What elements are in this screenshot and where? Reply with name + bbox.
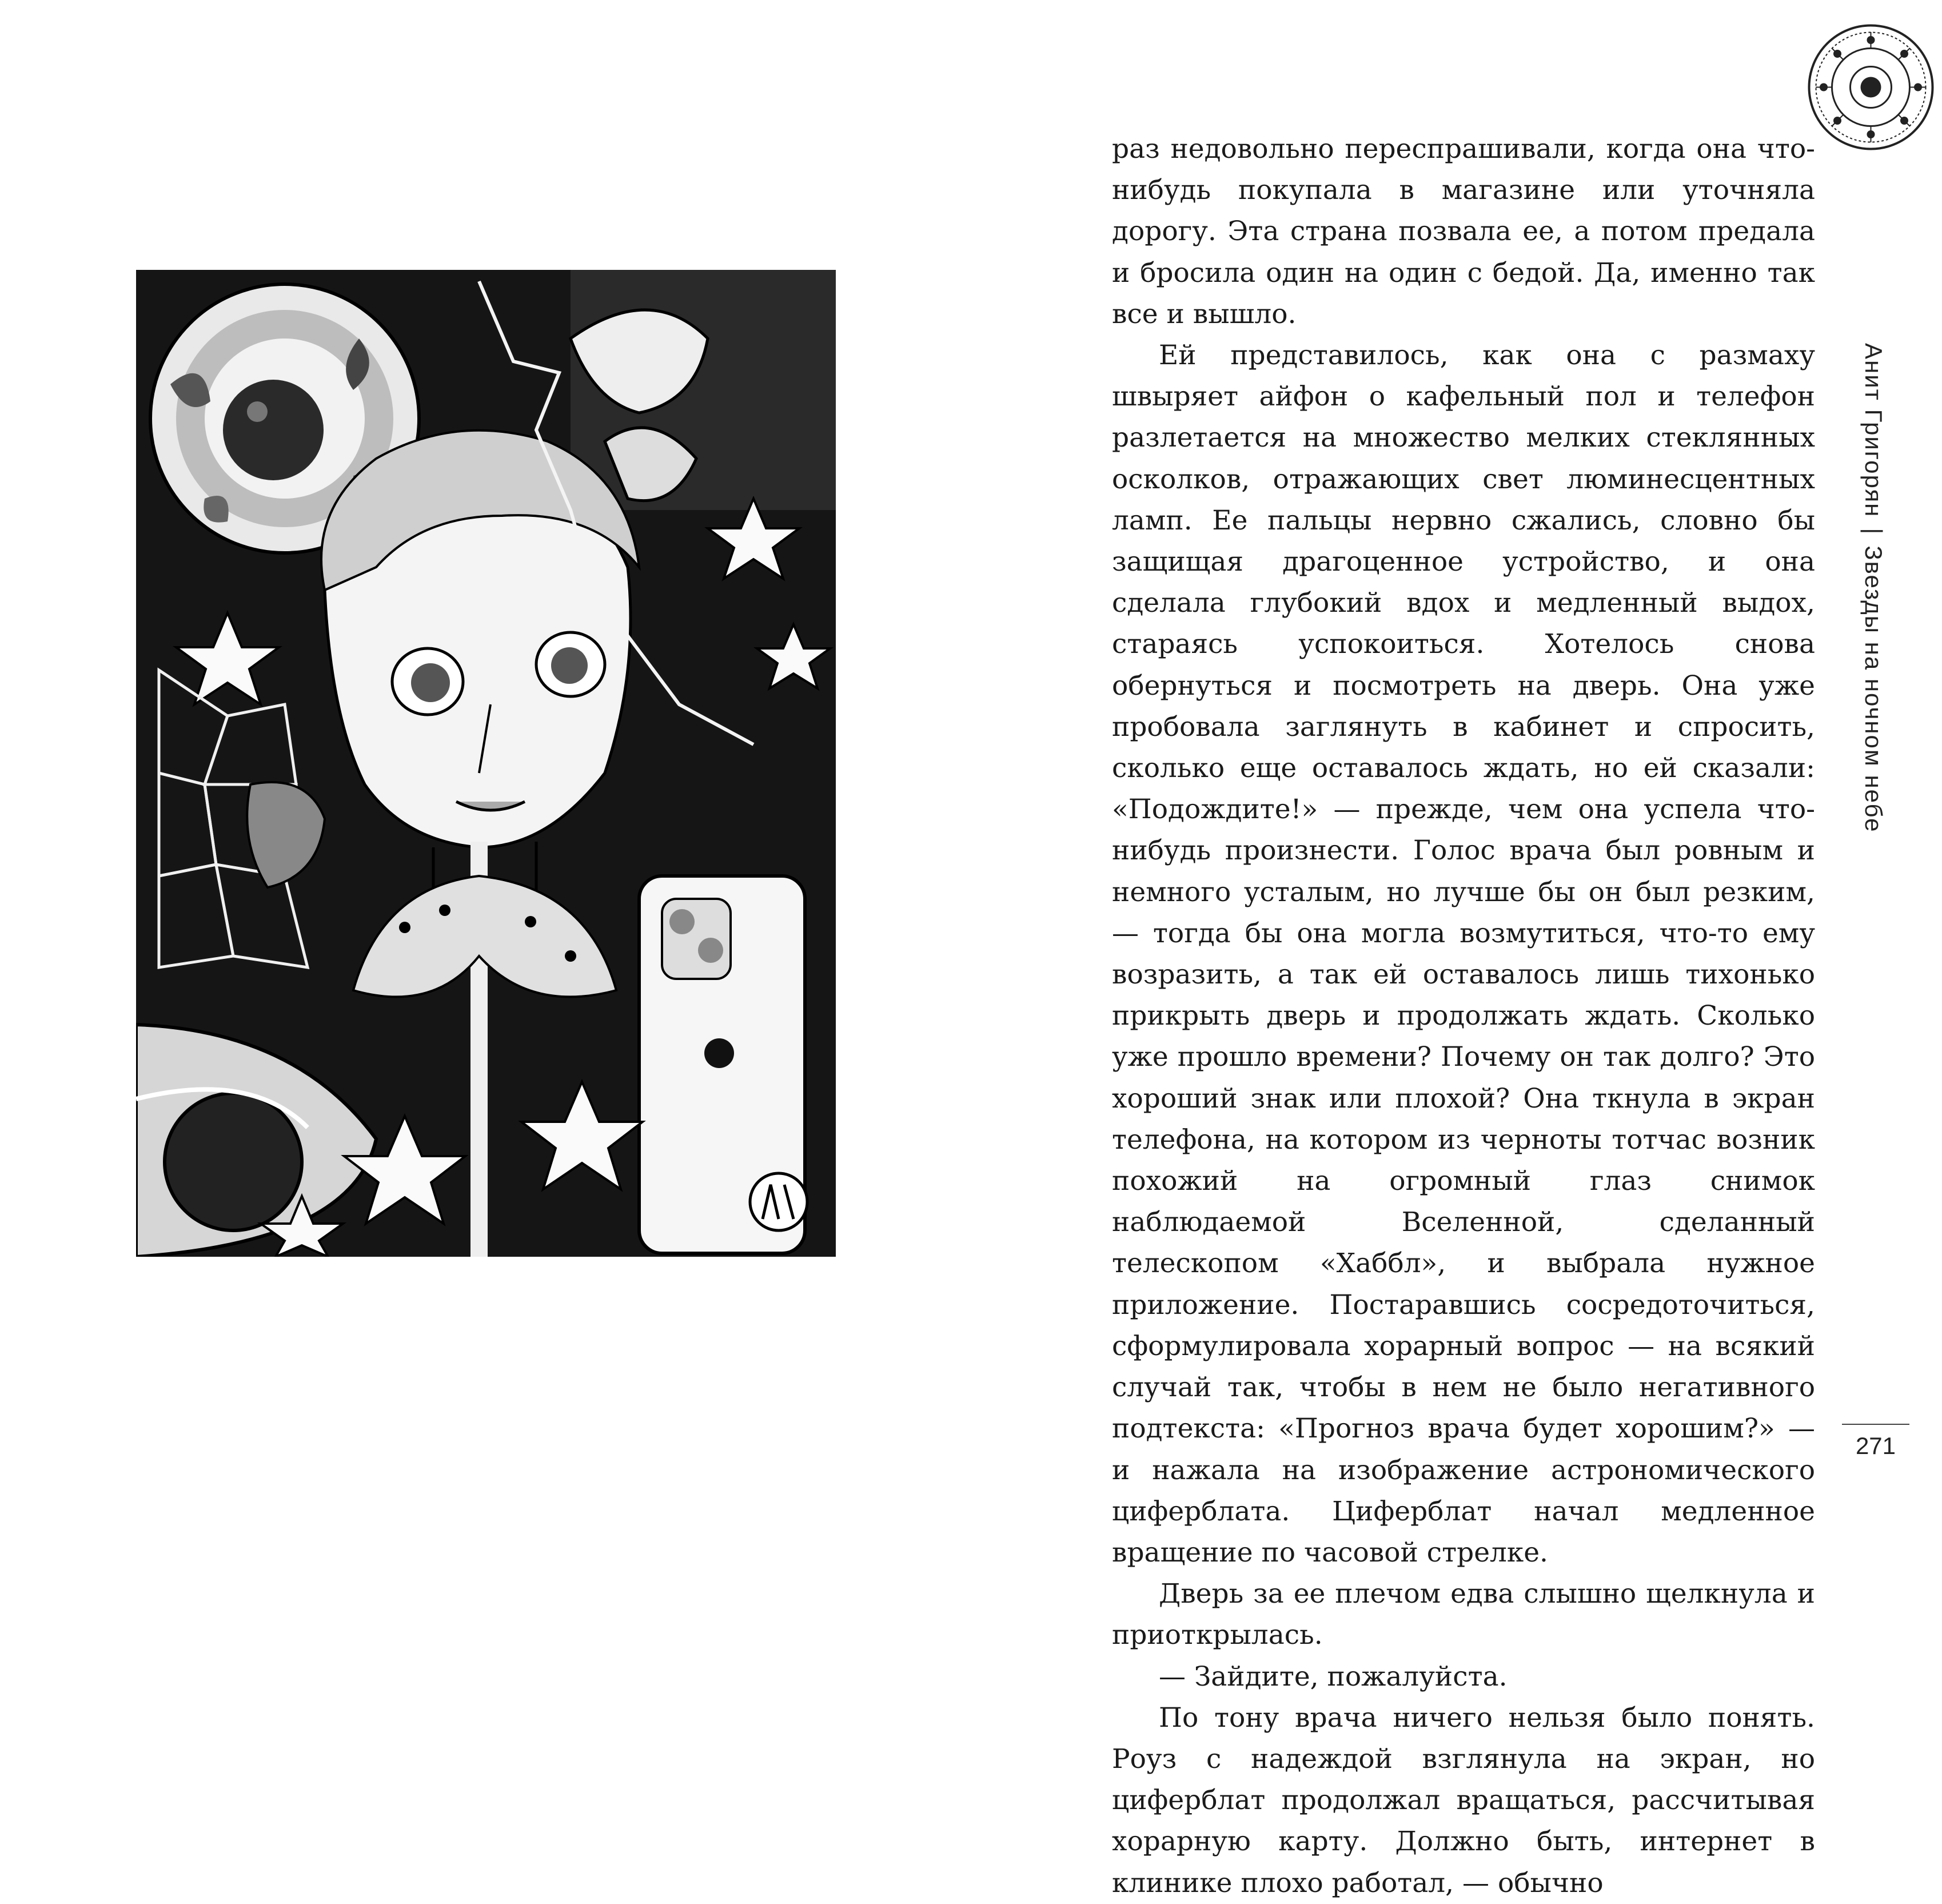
body-text	[1112, 129, 1815, 1904]
paragraph: раз недовольно переспрашивали, когда она что-нибудь покупала в магазине или уточняла дорогу. Эта страна позвала ее, а потом предала и бросила один на один с бедой. Да, именно так все и вышло.	[1112, 133, 1815, 330]
illustration-art	[136, 270, 836, 1257]
artist-monogram-icon	[750, 1173, 807, 1230]
running-head-separator: |	[1860, 528, 1887, 536]
ink-illustration	[136, 270, 836, 1257]
paragraph: Дверь за ее плечом едва слышно щелкнула и приоткрылась.	[1112, 1578, 1815, 1651]
dialogue-line: — Зайдите, пожалуйста.	[1159, 1660, 1508, 1692]
paragraph: Ей представилось, как она с размаху швыряет айфон о кафельный пол и телефон разлетается на множество мелких стеклянных осколков, отражающих свет люминесцентных ламп. Ее пальцы нервно сжались, словно бы защищая драгоценное устройство, и она сделала глубокий вдох и медленный выдох, стараясь успокоиться. Хотелось снова обернуться и посмотреть на дверь. Она уже пробовала заглянуть в кабинет и спросить, сколько еще оставалось ждать, но ей сказали: «Подождите!» — прежде, чем она успела что-нибудь произнести. Голос врача был ровным и немного усталым, но лучше бы он был резким, — тогда бы она могла возмутиться, что-то ему возразить, а так ей оставалось лишь тихонько прикрыть дверь и продолжать ждать. Сколько уже прошло времени? Почему он так долго? Это хороший знак или плохой? Она ткнула в экран телефона, на котором из черноты тотчас возник похожий на огромный глаз снимок наблюдаемой Вселенной, сделанный телескопом «Хаббл», и выбрала нужное приложение. Постаравшись сосредоточиться, сформулировала хорарный вопрос — на всякий случай так, чтобы в нем не было негативного подтекста: «Прогноз врача будет хорошим?» — и нажала на изображение астрономического циферблата. Циферблат начал медленное вращение по часовой стрелке.	[1112, 340, 1815, 1568]
running-head-title: Звезды на ночном небе	[1860, 545, 1887, 833]
folio-rule	[1842, 1424, 1909, 1425]
paragraph: По тону врача ничего нельзя было понять. Роуз с надеждой взглянула на экран, но циферблат продолжал вращаться, рассчитывая хорарную карту. Должно быть, интернет в клинике плохо работал, — обычно	[1112, 1702, 1815, 1899]
running-head-author: Анит Григорян	[1860, 343, 1887, 518]
page-number: 271	[1855, 1432, 1896, 1459]
running-head	[1848, 343, 1899, 858]
zodiac-wheel-icon	[1807, 23, 1935, 152]
